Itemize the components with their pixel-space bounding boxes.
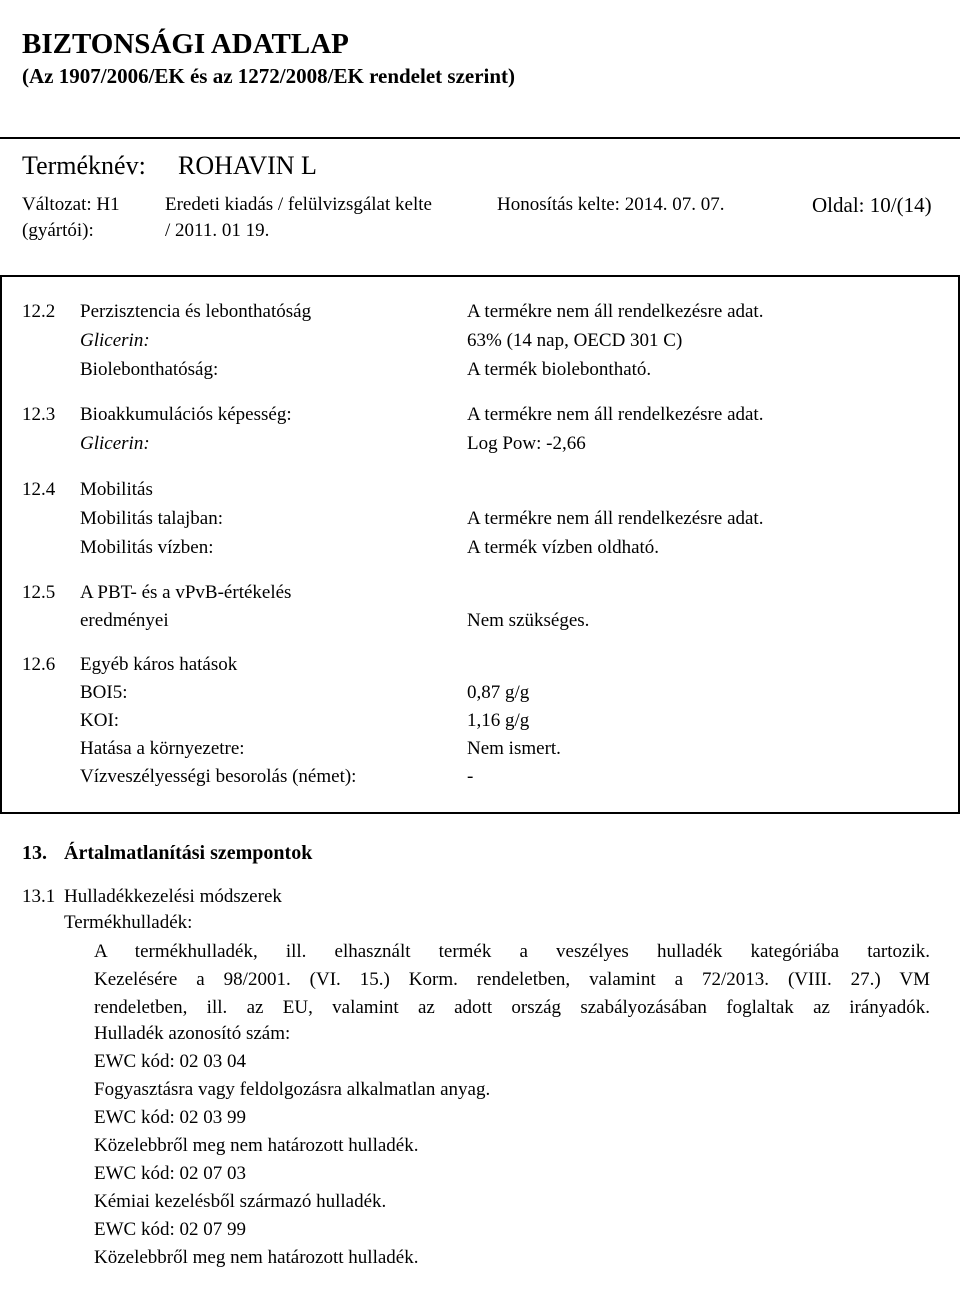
document-title: BIZTONSÁGI ADATLAP xyxy=(22,28,349,60)
s12-6-koi-value: 1,16 g/g xyxy=(467,710,530,731)
product-label: Terméknév: xyxy=(22,151,146,180)
s12-4-soil-value: A termékre nem áll rendelkezésre adat. xyxy=(467,508,764,529)
s12-5-value: Nem szükséges. xyxy=(467,610,590,631)
s12-5-num: 12.5 xyxy=(22,582,56,603)
ewc-line: EWC kód: 02 07 03 xyxy=(94,1163,246,1184)
s12-6-env-value: Nem ismert. xyxy=(467,738,561,759)
s12-4-water-label: Mobilitás vízben: xyxy=(80,537,214,558)
s12-5-label-line2: eredményei xyxy=(80,610,169,631)
disposal-para-line1: A termékhulladék, ill. elhasznált termék a veszélyes hulladék kategóriába tartozik. xyxy=(94,941,930,962)
s12-6-wgk-label: Vízveszélyességi besorolás (német): xyxy=(80,766,357,787)
ewc-line: Fogyasztásra vagy feldolgozásra alkalmatlan anyag. xyxy=(94,1079,491,1100)
ewc-line: EWC kód: 02 07 99 xyxy=(94,1219,246,1240)
ewc-line: EWC kód: 02 03 04 xyxy=(94,1051,246,1072)
s12-6-wgk-value: - xyxy=(467,766,474,787)
s12-4-num: 12.4 xyxy=(22,479,56,500)
s12-2-bio-value: A termék biolebontható. xyxy=(467,359,652,380)
ewc-line: Közelebbről meg nem határozott hulladék. xyxy=(94,1247,419,1268)
s12-2-bio-label: Biolebonthatóság: xyxy=(80,359,219,380)
s12-3-value: A termékre nem áll rendelkezésre adat. xyxy=(467,404,764,425)
s12-4-label: Mobilitás xyxy=(80,479,153,500)
s12-2-label: Perzisztencia és lebonthatóság xyxy=(80,301,312,322)
original-issue-sub: (gyártói): xyxy=(22,220,94,241)
s13-heading-num: 13. xyxy=(22,842,47,864)
s12-3-num: 12.3 xyxy=(22,404,56,425)
s12-3-glicerin-label: Glicerin: xyxy=(80,433,150,454)
s12-2-value: A termékre nem áll rendelkezésre adat. xyxy=(467,301,764,322)
s13-1-label: Hulladékkezelési módszerek xyxy=(64,886,282,907)
waste-label: Termékhulladék: xyxy=(64,912,193,933)
s13-heading: Ártalmatlanítási szempontok xyxy=(64,842,313,864)
s12-3-label: Bioakkumulációs képesség: xyxy=(80,404,292,425)
s12-6-koi-label: KOI: xyxy=(80,710,120,731)
s12-3-glicerin-value: Log Pow: -2,66 xyxy=(467,433,586,454)
product-name: ROHAVIN L xyxy=(178,151,317,180)
header-divider xyxy=(0,137,960,139)
s12-6-label: Egyéb káros hatások xyxy=(80,654,238,675)
s12-4-soil-label: Mobilitás talajban: xyxy=(80,508,224,529)
ewc-line: EWC kód: 02 03 99 xyxy=(94,1107,246,1128)
s12-2-glicerin-value: 63% (14 nap, OECD 301 C) xyxy=(467,330,683,351)
s12-6-num: 12.6 xyxy=(22,654,56,675)
s12-2-num: 12.2 xyxy=(22,301,56,322)
original-issue-label: Eredeti kiadás / felülvizsgálat kelte xyxy=(165,194,432,215)
ewc-line: Közelebbről meg nem határozott hulladék. xyxy=(94,1135,419,1156)
s12-2-glicerin-label: Glicerin: xyxy=(80,330,150,351)
s12-4-water-value: A termék vízben oldható. xyxy=(467,537,660,558)
s12-6-boi-value: 0,87 g/g xyxy=(467,682,530,703)
disposal-para-line3: rendeletben, ill. az EU, valamint az adott ország szabályozásában foglaltak az irányadók. xyxy=(94,997,930,1018)
s12-6-env-label: Hatása a környezetre: xyxy=(80,738,245,759)
ewc-line: Kémiai kezelésből származó hulladék. xyxy=(94,1191,387,1212)
s13-1-num: 13.1 xyxy=(22,886,56,907)
original-issue-date: / 2011. 01 19. xyxy=(165,220,270,241)
waste-id-label: Hulladék azonosító szám: xyxy=(94,1023,291,1044)
page-number: Oldal: 10/(14) xyxy=(812,193,932,217)
s12-5-label-line1: A PBT- és a vPvB-értékelés xyxy=(80,582,292,603)
version-info: Változat: H1 xyxy=(22,194,120,215)
document-subtitle: (Az 1907/2006/EK és az 1272/2008/EK rendelet szerint) xyxy=(22,64,516,88)
localization-date: Honosítás kelte: 2014. 07. 07. xyxy=(497,194,725,215)
disposal-para-line2: Kezelésére a 98/2001. (VI. 15.) Korm. rendeletben, valamint a 72/2013. (VIII. 27.) VM xyxy=(94,969,930,990)
s12-6-boi-label: BOI5: xyxy=(80,682,128,703)
